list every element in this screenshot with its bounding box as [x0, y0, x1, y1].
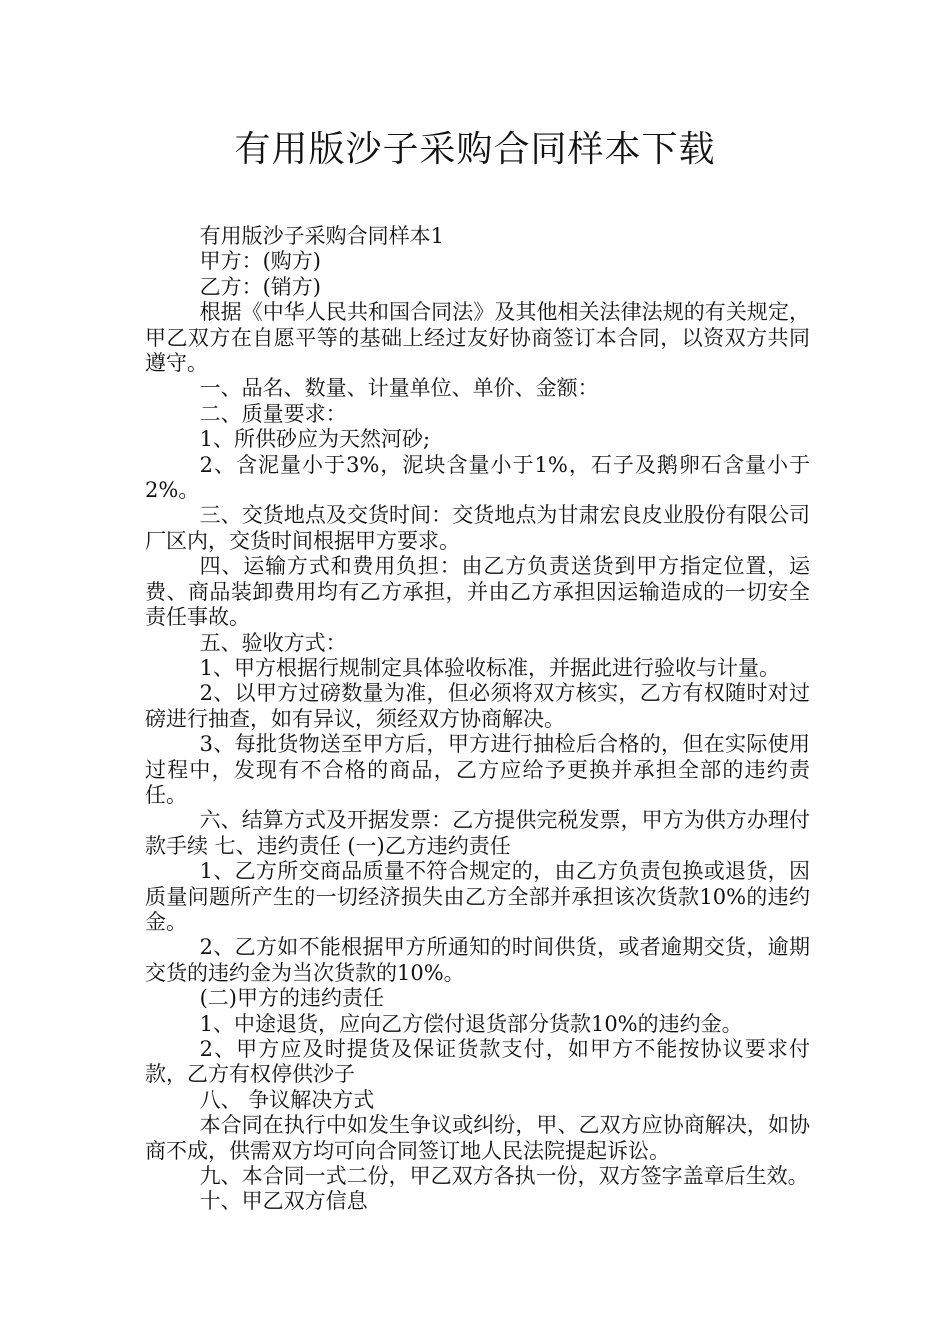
section-5-item-1: 1、甲方根据行规制定具体验收标准，并据此进行验收与计量。	[199, 655, 780, 680]
section-10-heading: 十、甲乙双方信息	[199, 1189, 368, 1214]
section-7-sub-2-item-2: 2、甲方应及时提货及保证货款支付，如甲方不能按协议要求付款，乙方有权停供沙子	[145, 1037, 810, 1087]
section-5-heading: 五、验收方式：	[199, 630, 347, 655]
section-2-item-2: 2、含泥量小于3%，泥块含量小于1%，石子及鹅卵石含量小于2%。	[145, 452, 810, 503]
section-3: 三、交货地点及交货时间：交货地点为甘肃宏良皮业股份有限公司厂区内，交货时间根据甲方要求。	[145, 503, 810, 553]
section-7-sub-2-item-1: 1、中途退货，应向乙方偿付退货部分货款10%的违约金。	[199, 1011, 743, 1036]
section-7-item-2: 2、乙方如不能根据甲方所通知的时间供货，或者逾期交货，逾期交货的违约金为当次货款的10%。	[145, 935, 810, 985]
section-2-item-1: 1、所供砂应为天然河砂;	[199, 427, 431, 452]
section-5-item-3: 3、每批货物送至甲方后，甲方进行抽检后合格的，但在实际使用过程中，发现有不合格的商品，乙方应给予更换并承担全部的违约责任。	[145, 732, 810, 807]
section-5-item-2: 2、以甲方过磅数量为准，但必须将双方核实，乙方有权随时对过磅进行抽查，如有异议，须经双方协商解决。	[145, 681, 810, 731]
section-2-heading: 二、质量要求：	[199, 401, 347, 426]
section-8-heading: 八、 争议解决方式	[199, 1087, 375, 1112]
paragraph-party-b: 乙方：(销方)	[199, 274, 321, 299]
section-4: 四、运输方式和费用负担：由乙方负责送货到甲方指定位置，运费、商品装卸费用均有乙方承担，并由乙方承担因运输造成的一切安全责任事故。	[145, 554, 810, 630]
paragraph-sample-heading: 有用版沙子采购合同样本1	[199, 224, 444, 248]
document-title: 有用版沙子采购合同样本下载	[234, 129, 716, 170]
section-9: 九、本合同一式二份，甲乙双方各执一份，双方签字盖章后生效。	[199, 1164, 809, 1189]
section-7-sub-2-heading: (二)甲方的违约责任	[199, 986, 384, 1011]
section-7-item-1: 1、乙方所交商品质量不符合规定的，由乙方负责包换或退货，因质量问题所产生的一切经济损失由乙方全部并承担该次货款10%的违约金。	[145, 859, 810, 934]
paragraph-party-a: 甲方：(购方)	[199, 249, 321, 274]
section-6-7: 六、结算方式及开据发票：乙方提供完税发票，甲方为供方办理付款手续 七、违约责任 (一)乙方违约责任	[145, 808, 810, 858]
document-body	[145, 224, 810, 1215]
paragraph-preamble: 根据《中华人民共和国合同法》及其他相关法律法规的有关规定，甲乙双方在自愿平等的基础上经过友好协商签订本合同，以资双方共同遵守。	[145, 300, 810, 376]
section-8-text: 本合同在执行中如发生争议或纠纷，甲、乙双方应协商解决，如协商不成，供需双方均可向合同签订地人民法院提起诉讼。	[145, 1113, 810, 1163]
section-1-heading: 一、品名、数量、计量单位、单价、金额：	[199, 376, 599, 401]
